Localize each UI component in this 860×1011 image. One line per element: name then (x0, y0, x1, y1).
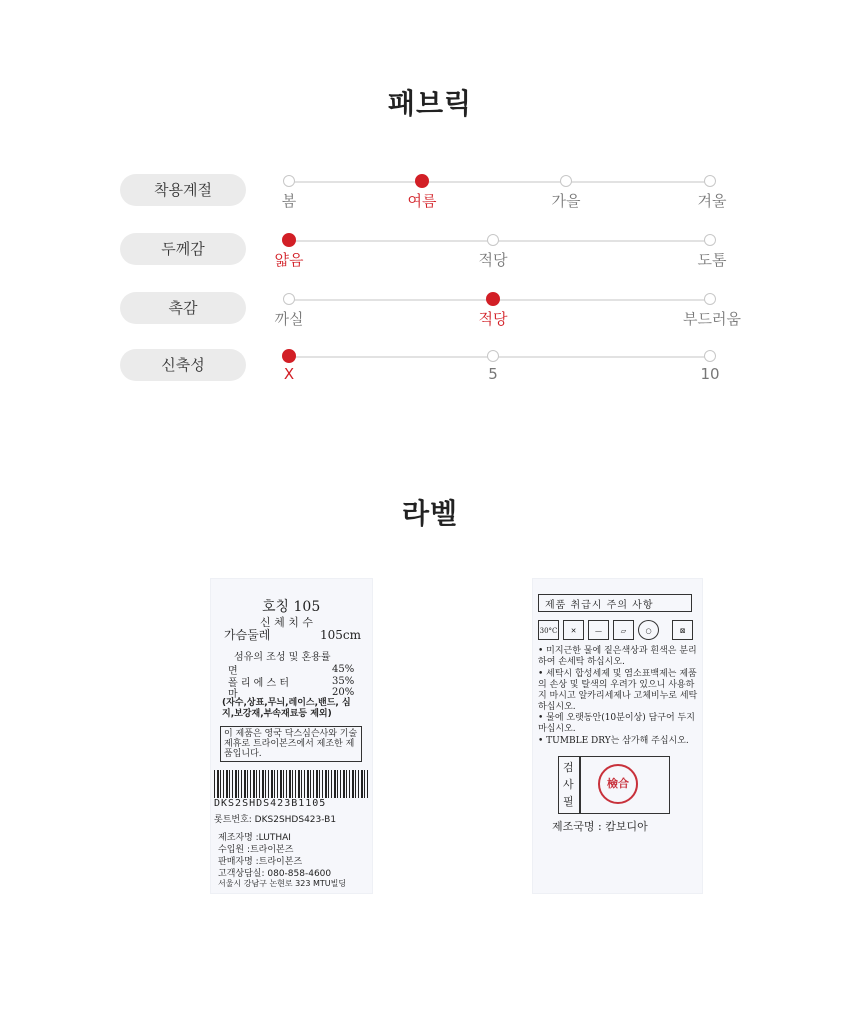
row-label: 착용계절 (120, 174, 246, 206)
scale-option: 까실 (274, 310, 304, 328)
fabric-title: 패브릭 (387, 87, 473, 120)
inspection-divider (579, 756, 581, 814)
no-tumble-icon: ⊠ (672, 620, 693, 640)
fiber-name: 마 (228, 689, 238, 700)
fiber-pct: 35% (332, 676, 355, 687)
scale-dot-selected (486, 292, 500, 306)
customer-service: 고객상담실: 080-858-4600 (218, 869, 332, 879)
fabric-row-stretch (120, 349, 740, 389)
care-heading-box (538, 594, 692, 612)
row-label: 신축성 (120, 349, 246, 381)
notice-text: 이 제품은 영국 닥스심슨사와 기술제휴로 트라이본즈에서 제조한 제품입니다. (224, 729, 358, 759)
scale-dot (704, 175, 716, 187)
fiber-pct: 45% (332, 664, 355, 675)
size-text: 호칭 105 (262, 599, 321, 615)
scale-dot-selected (415, 174, 429, 188)
iron-icon: ▱ (613, 620, 634, 640)
hand-wash-icon: 30°C (538, 620, 559, 640)
scale-option-selected: 적당 (478, 310, 508, 328)
scale-option-selected: 얇음 (274, 251, 304, 269)
barcode-image (214, 770, 368, 798)
scale-dot (560, 175, 572, 187)
scale-option: 도톰 (697, 251, 727, 269)
address: 서울시 강남구 논현로 323 MTU빌딩 (218, 879, 347, 888)
inspection-stamp: 檢合 (598, 764, 638, 804)
scale-track (289, 356, 710, 358)
dry-flat-icon: — (588, 620, 609, 640)
body-size-text: 신 체 치 수 (260, 616, 313, 629)
inspection-text: 검 사 필 (563, 761, 574, 808)
scale-dot (704, 293, 716, 305)
scale-track (289, 181, 710, 183)
care-note: • 세탁시 합성세제 및 염소표백제는 제품의 손상 및 탈색의 우려가 있으니 사용하지 마시고 알카리세제나 고체비누로 세탁하십시오. (538, 669, 698, 712)
fiber-name: 폴 리 에 스 터 (228, 678, 290, 689)
barcode-number: DKS2SHDS423B1105 (214, 798, 327, 809)
scale-option: 봄 (281, 192, 297, 210)
fiber-name: 면 (228, 666, 238, 677)
scale-option-selected: 여름 (407, 192, 437, 210)
scale-dot (283, 175, 295, 187)
dry-clean-icon: ○ (638, 620, 659, 640)
scale-option: 겨울 (697, 192, 727, 210)
chest-value: 105cm (320, 628, 362, 642)
fiber-heading: 섬유의 조성 및 혼용률 (234, 652, 331, 663)
row-label: 두께감 (120, 233, 246, 265)
fabric-row-thickness (120, 233, 740, 273)
scale-dot (487, 234, 499, 246)
exclusion-text: (자수,상표,무늬,레이스,밴드, 심지,보강재,부속재료등 제외) (222, 698, 351, 719)
scale-option: 부드러움 (683, 310, 741, 328)
fiber-pct: 20% (332, 687, 355, 698)
fabric-row-texture (120, 292, 740, 332)
no-bleach-icon: ✕ (563, 620, 584, 640)
care-note: • 미지근한 물에 짙은색상과 흰색은 분리하여 손세탁 하십시오. (538, 646, 697, 667)
fabric-row-season (120, 174, 740, 214)
seller: 판매자명 :트라이본즈 (218, 857, 303, 867)
scale-dot (704, 350, 716, 362)
care-instruction-tag (532, 578, 703, 894)
importer: 수입원 :트라이본즈 (218, 845, 294, 855)
size-composition-tag (210, 578, 373, 894)
scale-option: 5 (488, 365, 498, 383)
notice-box (220, 726, 362, 762)
scale-dot (704, 234, 716, 246)
scale-dot-selected (282, 233, 296, 247)
chest-label: 가슴둘레 (224, 628, 271, 642)
row-label: 촉감 (120, 292, 246, 324)
scale-dot (487, 350, 499, 362)
scale-dot (283, 293, 295, 305)
origin-text: 제조국명 : 캄보디아 (552, 820, 648, 833)
scale-dot-selected (282, 349, 296, 363)
care-note: • TUMBLE DRY는 삼가해 주십시오. (538, 736, 689, 746)
scale-option: 적당 (478, 251, 508, 269)
scale-track (289, 240, 710, 242)
scale-option: 10 (700, 365, 720, 383)
manufacturer: 제조자명 :LUTHAI (218, 833, 291, 843)
care-note: • 물에 오랫동안(10분이상) 담구어 두지 마십시오. (538, 713, 695, 734)
lot-number: 롯트번호: DKS2SHDS423-B1 (214, 815, 337, 825)
scale-option: 가을 (551, 192, 581, 210)
scale-option-selected: X (283, 365, 295, 383)
care-heading: 제품 취급시 주의 사항 (545, 600, 654, 611)
label-title: 라벨 (401, 497, 459, 530)
